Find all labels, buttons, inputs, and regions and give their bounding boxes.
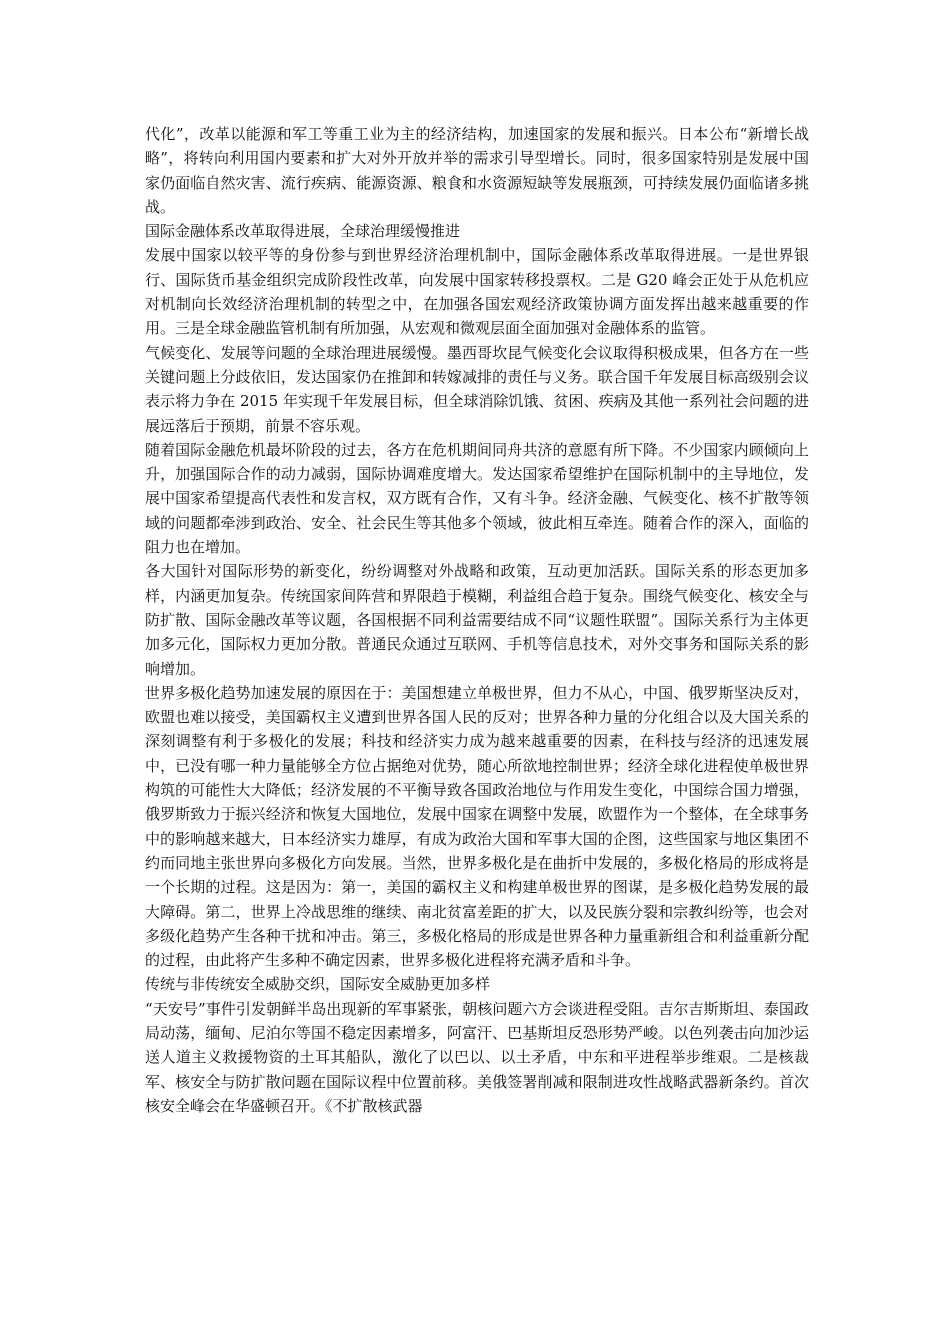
- paragraph-energy-reform: 代化”，改革以能源和军工等重工业为主的经济结构，加速国家的发展和振兴。日本公布“新增长战略”，将转向利用国内要素和扩大对外开放并举的需求引导型增长。同时，很多国家特别是发展中国家仍面临自然灾害、流行疾病、能源资源、粮食和水资源短缺等发展瓶颈，可持续发展仍面临诸多挑战。: [145, 125, 809, 216]
- paragraph-cheonan-incident: “天安号”事件引发朝鲜半岛出现新的军事紧张，朝核问题六方会谈进程受阻。吉尔吉斯斯坦、泰国政局动荡，缅甸、尼泊尔等国不稳定因素增多，阿富汗、巴基斯坦反恐形势严峻。以色列袭击向加沙运送人道主义救援物资的土耳其船队，激化了以巴以、以土矛盾，中东和平进程举步维艰。二是核裁军、核安全与防扩散问题在国际议程中位置前移。美俄签署削减和限制进攻性战略武器新条约。首次核安全峰会在华盛顿召开。《不扩散核武器: [145, 999, 809, 1115]
- paragraph-major-powers: 各大国针对国际形势的新变化，纷纷调整对外战略和政策，互动更加活跃。国际关系的形态更加多样，内涵更加复杂。传统国家间阵营和界限趋于模糊，利益组合趋于复杂。围绕气候变化、核安全与防扩散、国际金融改革等议题，各国根据不同利益需要结成不同“议题性联盟”。国际关系行为主体更加多元化，国际权力更加分散。普通民众通过互联网、手机等信息技术，对外交事务和国际关系的影响增加。: [145, 562, 809, 678]
- paragraph-post-crisis-cooperation: 随着国际金融危机最坏阶段的过去，各方在危机期间同舟共济的意愿有所下降。不少国家内顾倾向上升，加强国际合作的动力减弱，国际协调难度增大。发达国家希望维护在国际机制中的主导地位，发展中国家希望提高代表性和发言权，双方既有合作，又有斗争。经济金融、气候变化、核不扩散等领域的问题都牵涉到政治、安全、社会民生等其他多个领域，彼此相互牵连。随着合作的深入，面临的阻力也在增加。: [145, 440, 809, 557]
- paragraph-developing-countries: 发展中国家以较平等的身份参与到世界经济治理机制中，国际金融体系改革取得进展。一是世界银行、国际货币基金组织完成阶段性改革，向发展中国家转移投票权。二是 G20 峰会正处于从危机应对机制向长效经济治理机制的转型之中，在加强各国宏观经济政策协调方面发挥出越来越重要的作用。三是全球金融监管机制有所加强，从宏观和微观层面全面加强对金融体系的监管。: [145, 246, 809, 338]
- paragraph-multipolarity: 世界多极化趋势加速发展的原因在于：美国想建立单极世界，但力不从心，中国、俄罗斯坚决反对，欧盟也难以接受，美国霸权主义遭到世界各国人民的反对；世界各种力量的分化组合以及大国关系的深刻调整有利于多极化的发展；科技和经济实力成为越来越重要的因素，在科技与经济的迅速发展中，已没有哪一种力量能够全方位占据绝对优势，随心所欲地控制世界；经济全球化进程使单极世界构筑的可能性大大降低；经济发展的不平衡导致各国政治地位与作用发生变化，中国综合国力增强，俄罗斯致力于振兴经济和恢复大国地位，发展中国家在调整中发展，欧盟作为一个整体，在全球事务中的影响越来越大，日本经济实力雄厚，有成为政治大国和军事大国的企图，这些国家与地区集团不约而同地主张世界向多极化方向发展。当然，世界多极化是在曲折中发展的，多极化格局的形成将是一个长期的过程。这是因为：第一，美国的霸权主义和构建单极世界的图谋，是多极化趋势发展的最大障碍。第二，世界上冷战思维的继续、南北贫富差距的扩大，以及民族分裂和宗教纠纷等，也会对多级化趋势产生各种干扰和冲击。第三，多极化格局的形成是世界各种力量重新组合和利益重新分配的过程，由此将产生多种不确定因素，世界多极化进程将充满矛盾和斗争。: [145, 683, 809, 970]
- section-heading-financial-reform: 国际金融体系改革取得进展，全球治理缓慢推进: [145, 222, 461, 241]
- section-heading-security-threats: 传统与非传统安全威胁交织，国际安全威胁更加多样: [145, 975, 491, 994]
- paragraph-climate-governance: 气候变化、发展等问题的全球治理进展缓慢。墨西哥坎昆气候变化会议取得积极成果，但各方在一些关键问题上分歧依旧，发达国家仍在推卸和转嫁减排的责任与义务。联合国千年发展目标高级别会议表示将力争在 2015 年实现千年发展目标，但全球消除饥饿、贫困、疾病及其他一系列社会问题的进展远落后于预期，前景不容乐观。: [145, 343, 809, 435]
- document-body: [145, 122, 809, 1118]
